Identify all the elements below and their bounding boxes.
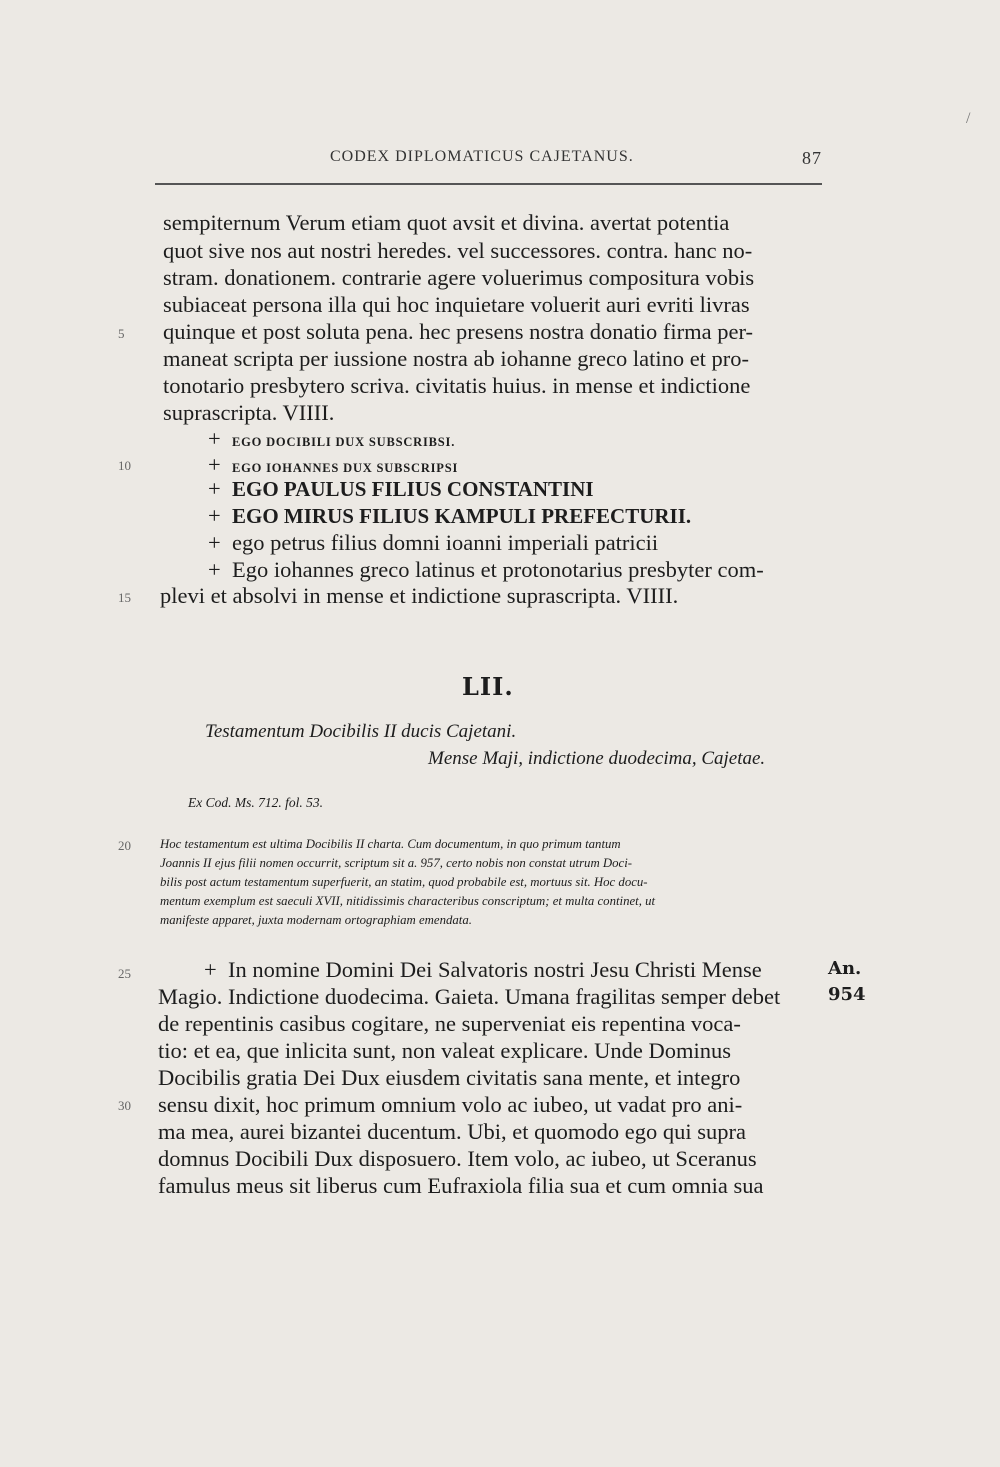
text-line: quinque et post soluta pena. hec presens nostra donatio firma per- [163, 319, 753, 344]
note-line: Joannis II ejus filii nomen occurrit, scriptum sit a. 957, certo nobis non constat utrum Doci- [160, 856, 633, 870]
signature-line [208, 502, 691, 530]
text-line: tio: et ea, que inlicita sunt, non valeat explicare. Unde Dominus [158, 1038, 731, 1063]
text-line: sempiternum Verum etiam quot avsit et divina. avertat potentia [163, 210, 730, 235]
corner-pencil-mark: / [966, 110, 971, 127]
line-number: 20 [118, 838, 131, 853]
margin-year-value: 954 [828, 984, 866, 1005]
line-number: 30 [118, 1098, 131, 1113]
signature-text: EGO IOHANNES DUX SUBSCRIPSI [232, 461, 459, 475]
text-line: sensu dixit, hoc primum omnium volo ac iubeo, ut vadat pro ani- [158, 1092, 743, 1117]
text-line [204, 956, 762, 984]
text-line: subiaceat persona illa qui hoc inquietare voluerit auri evriti livras [163, 292, 750, 317]
text-line: ma mea, aurei bizantei ducentum. Ubi, et quomodo ego qui supra [158, 1119, 746, 1144]
cross-icon: + [208, 426, 221, 451]
signature-line [208, 529, 658, 557]
section-title: Testamentum Docibilis II ducis Cajetani. [205, 721, 517, 742]
signature-text: ego petrus filius domni ioanni imperiali patricii [232, 530, 659, 555]
text-line: Docibilis gratia Dei Dux eiusdem civitatis sana mente, et integro [158, 1065, 741, 1090]
note-line: mentum exemplum est saeculi XVII, nitidissimis characteribus conscriptum; et multa continet, ut [160, 894, 656, 908]
source-reference: Ex Cod. Ms. 712. fol. 53. [188, 795, 323, 810]
line-number: 5 [118, 326, 125, 341]
signature-line [208, 475, 594, 503]
section-date-place: Mense Maji, indictione duodecima, Cajetae. [428, 748, 766, 769]
margin-year-label: An. [828, 958, 862, 979]
line-number: 15 [118, 590, 131, 605]
text-line: quot sive nos aut nostri heredes. vel successores. contra. hanc no- [163, 238, 753, 263]
text-line: stram. donationem. contrarie agere voluerimus compositura vobis [163, 265, 755, 290]
signature-text: EGO DOCIBILI DUX SUBSCRIBSI. [232, 435, 456, 449]
running-title: CODEX DIPLOMATICUS CAJETANUS. [330, 148, 634, 165]
header-rule [155, 183, 822, 185]
cross-icon: + [208, 503, 221, 528]
cross-icon: + [204, 957, 217, 982]
text-line: maneat scripta per iussione nostra ab iohanne greco latino et pro- [163, 346, 750, 371]
page-number: 87 [802, 148, 822, 168]
text-line: tonotario presbytero scriva. civitatis huius. in mense et indictione [163, 373, 751, 398]
text-line: de repentinis casibus cogitare, ne superveniat eis repentina voca- [158, 1011, 741, 1036]
cross-icon: + [208, 557, 221, 582]
text-line: suprascripta. VIIII. [163, 400, 335, 425]
text-line: domnus Docibili Dux disposuero. Item volo, ac iubeo, ut Sceranus [158, 1146, 757, 1171]
line-number: 25 [118, 966, 131, 981]
signature-text: Ego iohannes greco latinus et protonotarius presbyter com- [232, 557, 764, 582]
cross-icon: + [208, 476, 221, 501]
cross-icon: + [208, 530, 221, 555]
signature-text: EGO PAULUS FILIUS CONSTANTINI [232, 477, 594, 501]
text-line: famulus meus sit liberus cum Eufraxiola filia sua et cum omnia sua [158, 1173, 764, 1198]
signature-line [208, 556, 764, 584]
text-line-content: In nomine Domini Dei Salvatoris nostri Jesu Christi Mense [228, 957, 762, 982]
note-line: Hoc testamentum est ultima Docibilis II charta. Cum documentum, in quo primum tantum [160, 837, 621, 851]
section-number: LII. [462, 672, 514, 701]
note-line: manifeste apparet, juxta modernam ortographiam emendata. [160, 913, 472, 927]
text-line: Magio. Indictione duodecima. Gaieta. Umana fragilitas semper debet [158, 984, 781, 1009]
note-line: bilis post actum testamentum superfuerit, an statim, quod probabile est, mortuus sit. Hoc docu- [160, 875, 648, 889]
text-line: plevi et absolvi in mense et indictione suprascripta. VIIII. [160, 583, 679, 608]
signature-text: EGO MIRUS FILIUS KAMPULI PREFECTURII. [232, 504, 692, 528]
cross-icon: + [208, 452, 221, 477]
line-number: 10 [118, 458, 131, 473]
